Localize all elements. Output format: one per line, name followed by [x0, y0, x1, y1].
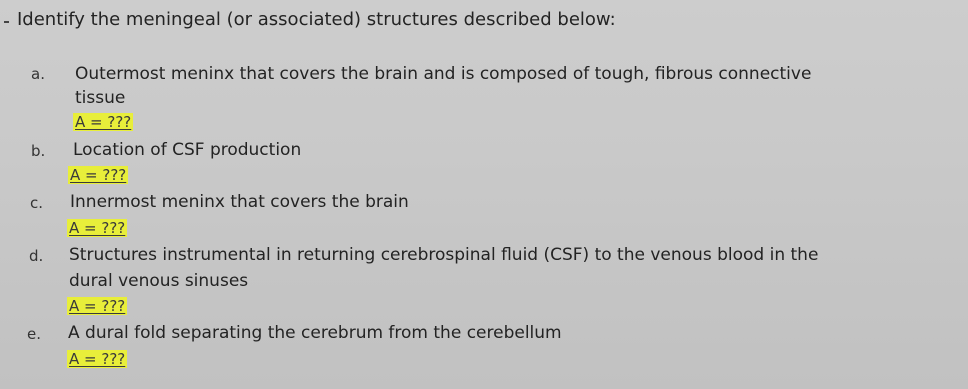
heading-bullet: [4, 21, 9, 23]
item-c-answer: A = ???: [69, 219, 126, 237]
item-a-answer: A = ???: [75, 113, 132, 131]
item-c-text-line-1: Innermost meninx that covers the brain: [70, 192, 409, 212]
item-d-letter: d.: [29, 247, 44, 265]
item-e-answer: A = ???: [69, 350, 126, 368]
item-d-answer: A = ???: [69, 297, 126, 315]
item-c-letter: c.: [30, 194, 44, 212]
item-a-letter: a.: [31, 65, 45, 83]
item-d-text-line-2: dural venous sinuses: [69, 271, 249, 291]
item-b-answer: A = ???: [70, 166, 127, 184]
worksheet-heading: Identify the meningeal (or associated) structures described below:: [17, 9, 616, 30]
item-b-text-line-1: Location of CSF production: [73, 140, 302, 160]
item-e-text-line-1: A dural fold separating the cerebrum from the cerebellum: [68, 323, 562, 343]
item-a-text-line-2: tissue: [75, 88, 126, 108]
item-a-text-line-1: Outermost meninx that covers the brain and is composed of tough, fibrous connective: [75, 64, 812, 84]
item-d-text-line-1: Structures instrumental in returning cerebrospinal fluid (CSF) to the venous blood in the: [69, 245, 819, 265]
item-b-letter: b.: [31, 142, 46, 160]
item-e-letter: e.: [27, 325, 41, 343]
